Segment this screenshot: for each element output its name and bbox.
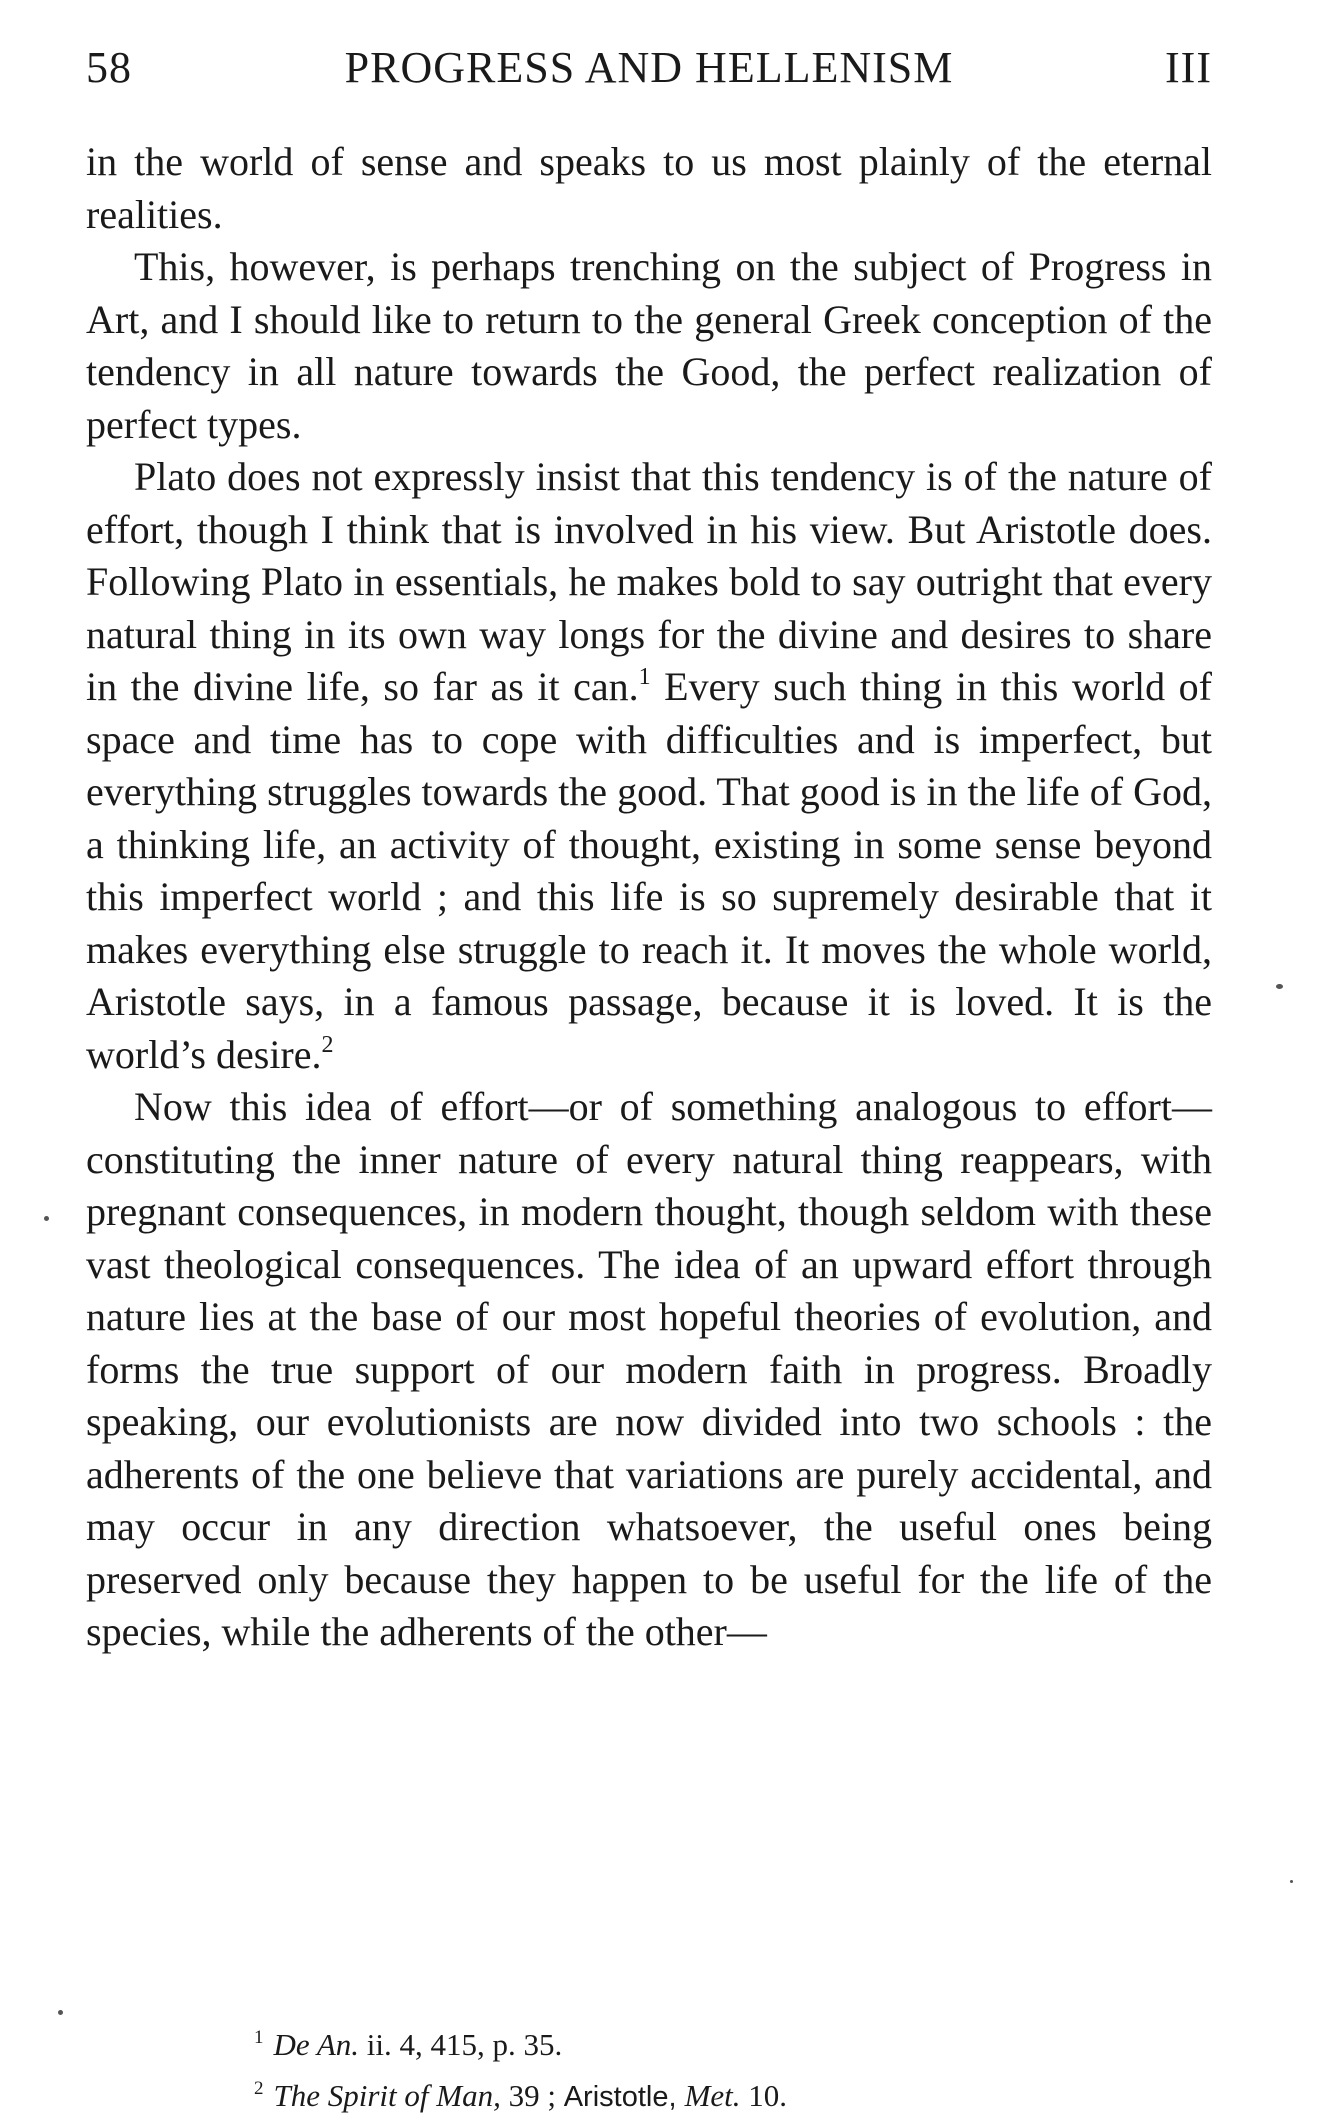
paragraph: This, however, is perhaps trenching on the subject of Progress in Art, and I should like to return to the general Greek conception of the tendency in all nature towards the Good, the perfect realization of perfect types. [86, 244, 1212, 447]
footnote-reference: 2 [321, 1031, 334, 1058]
footnote-title: The Spirit of Man, [273, 2078, 501, 2113]
print-speck [44, 1216, 49, 1221]
running-header [86, 42, 1212, 106]
footnotes [254, 2016, 1154, 2119]
running-title: PROGRESS AND HELLENISM [344, 43, 954, 92]
footnote-text: 10. [740, 2078, 788, 2113]
paragraph: Now this idea of effort—or of something analogous to effort—constituting the inner nature of every natural thing reappears, with pregnant consequences, in modern thought, though seldom with these vast theological consequences. The idea of an upward effort through nature lies at the base of our most hopeful theories of evolution, and forms the true support of our modern faith in progress. Broadly speaking, our evolutionists are now divided into two schools : the adherents of the one believe that variations are purely accidental, and may occur in any direction whatsoever, the useful ones being preserved only because they happen to be useful for the life of the species, while the adherents of the other— [86, 1084, 1212, 1654]
paragraph-text: Every such thing in this world of space and time has to cope with difficulties and is imperfect, but everything struggles towards the good. That good is in the life of God, a thinking life, an activity of thought, existing in some sense beyond this imperfect world ; and this life is so supremely desirable that it makes everything else struggle to reach it. It moves the whole world, Aristotle says, in a famous passage, because it is loved. It is the world’s desire. [86, 664, 1212, 1077]
body-text [86, 136, 1212, 1659]
footnote-title: De An. [273, 2027, 360, 2062]
footnote-author: Aristotle, [563, 2081, 685, 2113]
print-speck [1290, 1880, 1293, 1883]
footnote-work: Met. [684, 2078, 741, 2113]
paragraph-plato-aristotle [86, 451, 1212, 1081]
footnote [254, 2067, 1154, 2119]
paragraph-text: Plato does not expressly insist that this tendency is of the nature of effort, though I think that is involved in his view. But Aristotle does. Following Plato in essentials, he makes bold to say outright that every natural thing in its own way longs for the divine and desires to share in the divine life, so far as it can. [86, 454, 1212, 709]
footnote-reference: 1 [638, 664, 651, 690]
footnote-text: 39 ; [500, 2078, 564, 2113]
print-speck [1276, 984, 1283, 989]
footnote [254, 2016, 1154, 2067]
footnote-mark: 1 [254, 2027, 264, 2048]
print-speck [58, 2010, 63, 2015]
footnote-text: ii. 4, 415, p. 35. [359, 2027, 563, 2062]
footnote-mark: 2 [254, 2078, 264, 2099]
page-number: 58 [86, 43, 132, 92]
chapter-number: III [1165, 43, 1212, 92]
paragraph-continued: in the world of sense and speaks to us most plainly of the eternal realities. [86, 139, 1212, 237]
